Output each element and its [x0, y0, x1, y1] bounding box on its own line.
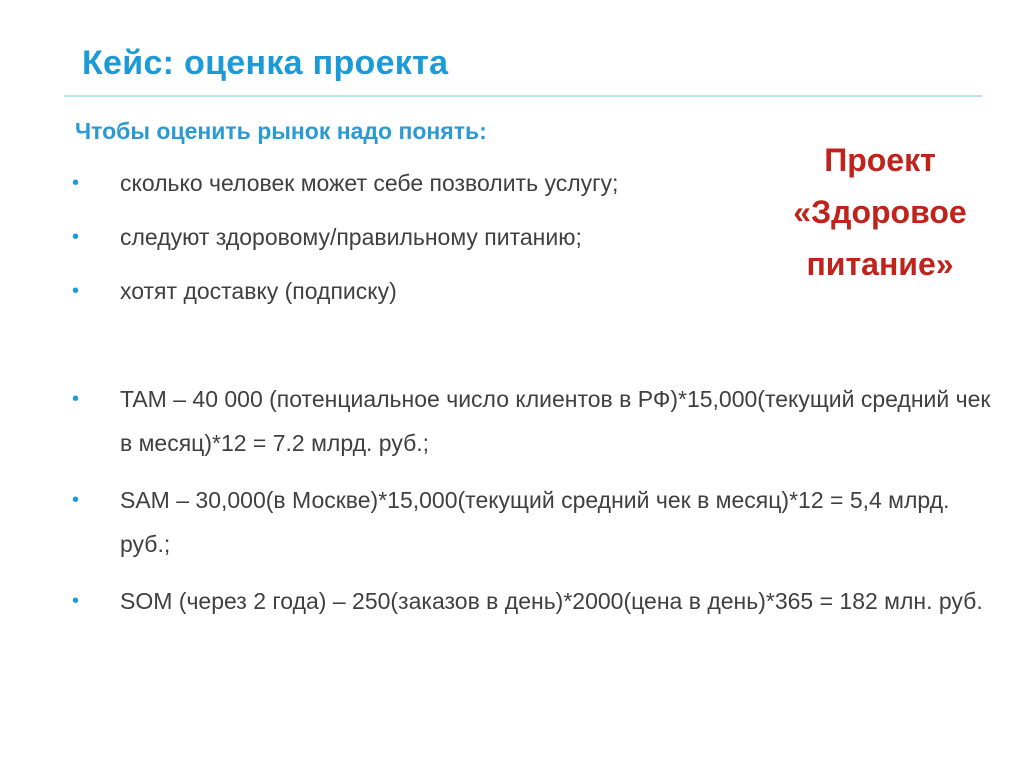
subheading: Чтобы оценить рынок надо понять:: [75, 118, 487, 144]
project-label-line-1: Проект: [824, 142, 936, 178]
list-item-text: следуют здоровому/правильному питанию;: [120, 224, 582, 250]
tam-text: TAM – 40 000 (потенциальное число клиентов в РФ)*15,000(текущий средний чек в месяц)*12 = 7.2 млрд. руб.;: [120, 386, 991, 456]
project-label-line-2: «Здоровое: [793, 194, 967, 230]
bullet-icon: •: [72, 590, 80, 612]
market-sizing-list: [72, 377, 1002, 636]
title-divider: [64, 95, 982, 97]
bullet-icon: •: [72, 172, 80, 194]
list-item-sam: [72, 478, 1002, 566]
project-label: [760, 134, 1000, 290]
project-label-line-3: питание»: [806, 246, 954, 282]
som-text: SOM (через 2 года) – 250(заказов в день)*2000(цена в день)*365 = 182 млн. руб.: [120, 588, 983, 614]
list-item: [72, 162, 772, 204]
list-item-som: [72, 579, 1002, 623]
bullet-icon: •: [72, 280, 80, 302]
list-item: [72, 270, 772, 312]
bullet-icon: •: [72, 489, 80, 511]
sam-text: SAM – 30,000(в Москве)*15,000(текущий средний чек в месяц)*12 = 5,4 млрд. руб.;: [120, 487, 950, 557]
bullet-icon: •: [72, 388, 80, 410]
list-item-tam: [72, 377, 1002, 465]
market-questions-list: [72, 162, 772, 324]
list-item-text: сколько человек может себе позволить услугу;: [120, 170, 619, 196]
bullet-icon: •: [72, 226, 80, 248]
list-item: [72, 216, 772, 258]
slide-title: Кейс: оценка проекта: [82, 44, 449, 82]
list-item-text: хотят доставку (подписку): [120, 278, 397, 304]
